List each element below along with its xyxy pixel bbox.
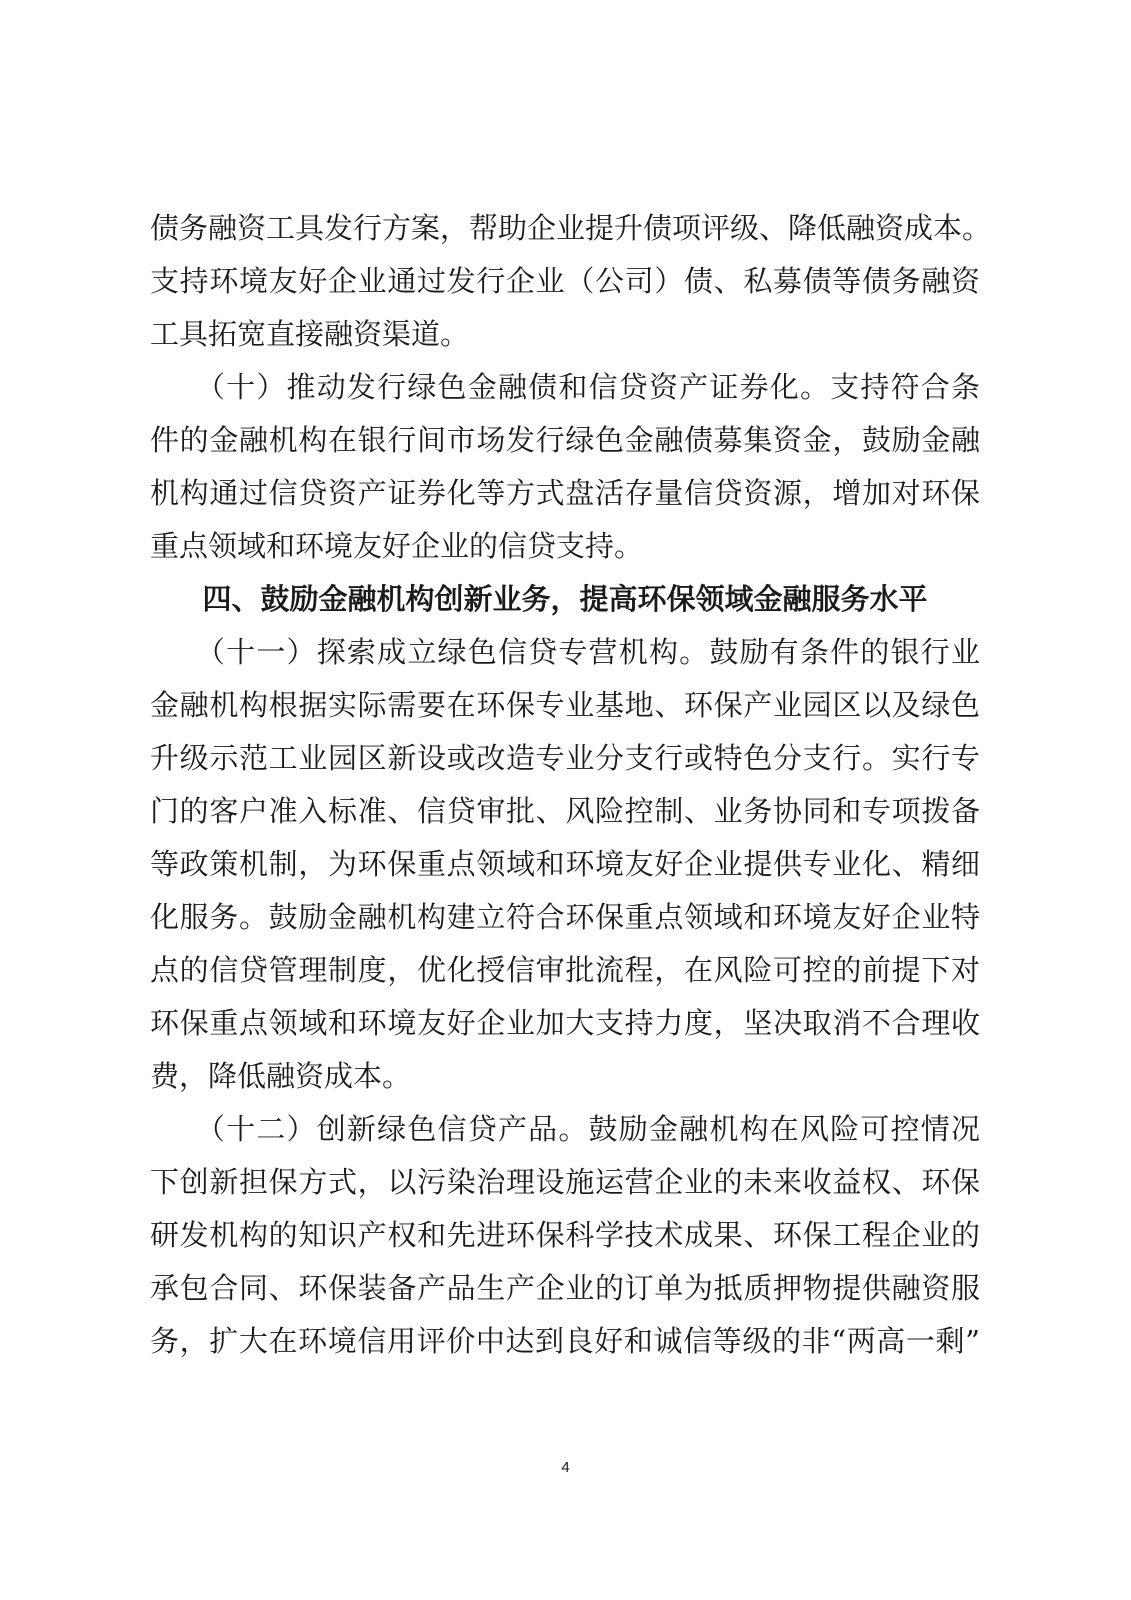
- text-line: （十）推动发行绿色金融债和信贷资产证券化。支持符合条: [150, 370, 980, 404]
- text-line: 务，扩大在环境信用评价中达到良好和诚信等级的非“两高一剩”: [150, 1324, 980, 1358]
- text-line: 工具拓宽直接融资渠道。: [150, 317, 470, 351]
- text-line: （十二）创新绿色信贷产品。鼓励金融机构在风险可控情况: [150, 1112, 980, 1146]
- text-line: 重点领域和环境友好企业的信贷支持。: [150, 529, 644, 563]
- text-line: 债务融资工具发行方案，帮助企业提升债项评级、降低融资成本。: [150, 211, 992, 245]
- text-line: 下创新担保方式，以污染治理设施运营企业的未来收益权、环保: [150, 1165, 980, 1199]
- text-line: 金融机构根据实际需要在环保专业基地、环保产业园区以及绿色: [150, 688, 980, 722]
- text-line: 等政策机制，为环保重点领域和环境友好企业提供专业化、精细: [150, 847, 980, 881]
- text-line: 门的客户准入标准、信贷审批、风险控制、业务协同和专项拨备: [150, 794, 980, 828]
- section-heading: 四、鼓励金融机构创新业务，提高环保领域金融服务水平: [202, 582, 928, 616]
- text-line: 点的信贷管理制度，优化授信审批流程，在风险可控的前提下对: [150, 953, 980, 987]
- text-line: 环保重点领域和环境友好企业加大支持力度，坚决取消不合理收: [150, 1006, 980, 1040]
- text-line: 化服务。鼓励金融机构建立符合环保重点领域和环境友好企业特: [150, 900, 980, 934]
- text-line: 机构通过信贷资产证券化等方式盘活存量信贷资源，增加对环保: [150, 476, 980, 510]
- text-line: 支持环境友好企业通过发行企业（公司）债、私募债等债务融资: [150, 264, 980, 298]
- text-line: 件的金融机构在银行间市场发行绿色金融债募集资金，鼓励金融: [150, 423, 980, 457]
- text-line: 承包合同、环保装备产品生产企业的订单为抵质押物提供融资服: [150, 1271, 980, 1305]
- text-line: 升级示范工业园区新设或改造专业分支行或特色分支行。实行专: [150, 741, 980, 775]
- text-line: 研发机构的知识产权和先进环保科学技术成果、环保工程企业的: [150, 1218, 980, 1252]
- text-line: （十一）探索成立绿色信贷专营机构。鼓励有条件的银行业: [150, 635, 980, 669]
- text-line: 费，降低融资成本。: [150, 1059, 412, 1093]
- page-number: 4: [561, 1459, 570, 1476]
